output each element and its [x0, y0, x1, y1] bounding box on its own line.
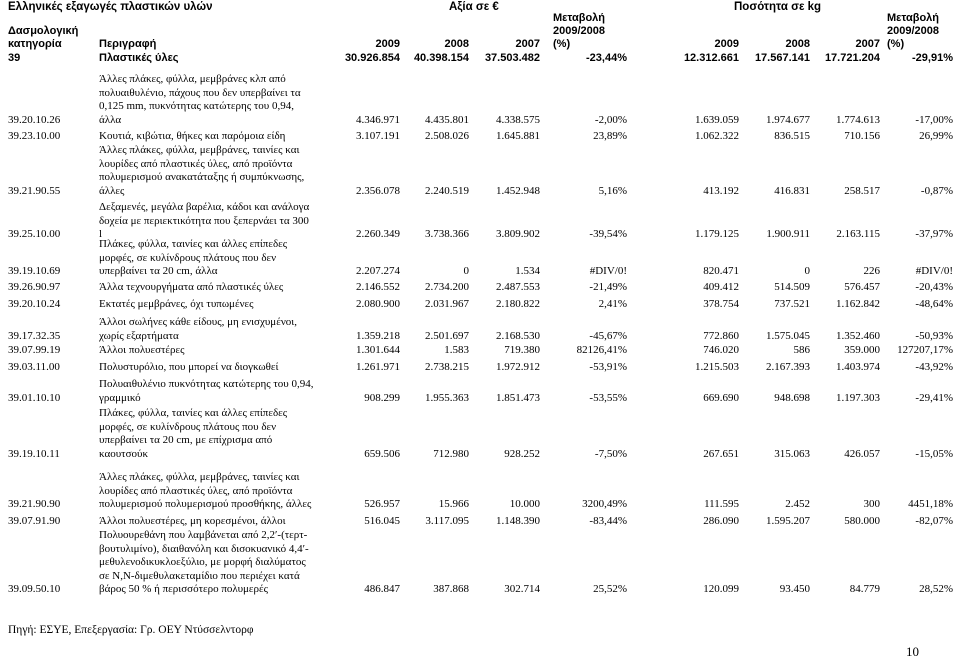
row-qty-2009: 267.651: [703, 447, 739, 460]
table-row: [0, 201, 960, 242]
header-value-2009: 2009: [375, 38, 400, 50]
total-value-2008: 40.398.154: [413, 52, 469, 64]
row-value-change: -83,44%: [589, 515, 627, 527]
row-qty-2008: 1.595.207: [766, 515, 810, 527]
row-value-change: -45,67%: [589, 329, 627, 342]
row-qty-2008: 948.698: [774, 391, 810, 404]
table-row: [0, 130, 960, 144]
row-description: Κουτιά, κιβώτια, θήκες και παρόμοια είδη: [99, 130, 286, 142]
row-code: 39.09.50.10: [8, 583, 61, 596]
row-value-2009: 526.957: [364, 498, 400, 511]
row-value-2009: 516.045: [364, 515, 400, 527]
row-value-change: 25,52%: [593, 583, 627, 596]
row-qty-2008: 1.974.677: [766, 113, 810, 126]
row-value-2008: 3.117.095: [425, 515, 469, 527]
row-qty-2008: 2.167.393: [766, 361, 810, 373]
row-value-2008: 2.031.967: [425, 298, 469, 310]
row-code: 39.19.10.11: [8, 447, 60, 460]
row-value-2007: 2.180.822: [496, 298, 540, 310]
row-description: Πλάκες, φύλλα, ταινίες και άλλες επίπεδες μορφές, σε κυλίνδρους πλάτους που δεν υπερβαίνει τα 20 cm, άλλα: [99, 238, 288, 278]
row-qty-2008: 1.575.045: [766, 329, 810, 342]
row-value-2007: 719.380: [504, 344, 540, 356]
total-value-2009: 30.926.854: [344, 52, 400, 64]
total-qty-2007: 17.721.204: [824, 52, 880, 64]
header-description: Περιγραφή: [99, 38, 157, 50]
row-qty-change: -29,41%: [915, 391, 953, 404]
row-code: 39.17.32.35: [8, 329, 61, 342]
row-qty-2008: 737.521: [774, 298, 810, 310]
quantity-group-header: Ποσότητα σε kg: [734, 1, 822, 13]
total-row: [0, 52, 960, 66]
row-value-change: 82126,41%: [576, 344, 627, 356]
header-qty-change-line1: Μεταβολή: [887, 12, 940, 24]
header-qty-change-line2: 2009/2008: [887, 25, 939, 37]
table-row: [0, 529, 960, 597]
row-code: 39.21.90.55: [8, 184, 61, 197]
row-qty-change: 26,99%: [919, 130, 953, 142]
row-value-2007: 2.168.530: [496, 329, 540, 342]
row-value-change: -7,50%: [594, 447, 627, 460]
row-qty-change: -20,43%: [915, 281, 953, 293]
row-value-2009: 2.356.078: [356, 184, 400, 197]
row-value-2008: 3.738.366: [425, 228, 469, 241]
row-qty-2009: 1.062.322: [695, 130, 739, 142]
table-row: [0, 407, 960, 461]
table-row: [0, 361, 960, 375]
row-qty-change: -15,05%: [915, 447, 953, 460]
row-value-2007: 1.851.473: [496, 391, 540, 404]
row-qty-2008: 93.450: [779, 583, 810, 596]
row-value-2008: 2.240.519: [425, 184, 469, 197]
row-code: 39.03.11.00: [8, 361, 60, 373]
row-value-2009: 1.261.971: [356, 361, 400, 373]
row-qty-2009: 378.754: [703, 298, 739, 310]
row-qty-2009: 772.860: [703, 329, 739, 342]
row-description: Άλλοι πολυεστέρες, μη κορεσμένοι, άλλοι: [99, 515, 286, 527]
row-value-2007: 2.487.553: [496, 281, 540, 293]
document-title: Ελληνικές εξαγωγές πλαστικών υλών: [8, 1, 213, 13]
row-value-2008: 15.966: [438, 498, 469, 511]
total-qty-2008: 17.567.141: [754, 52, 810, 64]
row-value-2007: 1.534: [515, 265, 540, 278]
row-qty-change: -50,93%: [915, 329, 953, 342]
row-code: 39.07.91.90: [8, 515, 61, 527]
row-value-2008: 4.435.801: [425, 113, 469, 126]
header-value-2008: 2008: [444, 38, 469, 50]
row-value-2009: 908.299: [364, 391, 400, 404]
row-qty-change: -17,00%: [915, 113, 953, 126]
row-description: Πολυουρεθάνη που λαμβάνεται από 2,2′-(τερτ- βουτυλιμίνο), διαιθανόλη και δισοκυανικό 4,4′- μεθυλενοδικυκλοεξύλιο, με μορφή διαλύματος σε N,N-διμεθυλακεταμίδιο που περιέχει κατά βάρος 50 % ή περισσότερο πολυμερές: [99, 529, 309, 596]
row-qty-2007: 1.162.842: [836, 298, 880, 310]
header-qty-2008: 2008: [785, 38, 810, 50]
row-qty-2008: 315.063: [774, 447, 810, 460]
row-qty-2008: 1.900.911: [766, 228, 810, 241]
row-qty-change: #DIV/0!: [915, 265, 953, 278]
row-value-2009: 659.506: [364, 447, 400, 460]
row-value-change: -21,49%: [589, 281, 627, 293]
row-description: Εκτατές μεμβράνες, όχι τυπωμένες: [99, 298, 254, 310]
row-qty-2007: 1.352.460: [836, 329, 880, 342]
row-value-2008: 1.955.363: [425, 391, 469, 404]
row-value-2007: 1.645.881: [496, 130, 540, 142]
row-code: 39.21.90.90: [8, 498, 61, 511]
row-value-2007: 10.000: [509, 498, 540, 511]
header-qty-2007: 2007: [855, 38, 880, 50]
row-qty-2009: 746.020: [703, 344, 739, 356]
row-value-2008: 2.734.200: [425, 281, 469, 293]
row-qty-change: 127207,17%: [897, 344, 953, 356]
page-number: 10: [906, 644, 919, 659]
row-qty-2008: 416.831: [774, 184, 810, 197]
row-qty-2009: 111.595: [704, 498, 739, 511]
row-value-2009: 1.359.218: [356, 329, 400, 342]
row-description: Πολυαιθυλένιο πυκνότητας κατώτερης του 0,94, γραμμικό: [99, 378, 314, 404]
row-qty-2007: 580.000: [844, 515, 880, 527]
row-qty-2007: 359.000: [844, 344, 880, 356]
row-qty-change: 28,52%: [919, 583, 953, 596]
row-qty-2008: 514.509: [774, 281, 810, 293]
row-code: 39.01.10.10: [8, 391, 61, 404]
row-code: 39.26.90.97: [8, 281, 61, 293]
header-value-change-line2: 2009/2008: [553, 25, 605, 37]
row-qty-2008: 836.515: [774, 130, 810, 142]
row-code: 39.23.10.00: [8, 130, 61, 142]
row-code: 39.19.10.69: [8, 265, 61, 278]
row-value-2008: 2.738.215: [425, 361, 469, 373]
row-description: Άλλες πλάκες, φύλλα, μεμβράνες κλπ από πολυαιθυλένιο, πάχους που δεν υπερβαίνει τα 0,125 mm, πυκνότητας κατώτερης του 0,94, άλλα: [99, 73, 301, 126]
row-qty-2007: 84.779: [849, 583, 880, 596]
row-value-2007: 1.452.948: [496, 184, 540, 197]
row-description: Πολυστυρόλιο, που μπορεί να διογκωθεί: [99, 361, 279, 373]
row-qty-2007: 426.057: [844, 447, 880, 460]
row-value-change: 2,41%: [598, 298, 627, 310]
row-qty-2009: 286.090: [703, 515, 739, 527]
row-value-2008: 0: [463, 265, 469, 278]
row-qty-2007: 576.457: [844, 281, 880, 293]
row-qty-change: -37,97%: [915, 228, 953, 241]
row-code: 39.20.10.26: [8, 113, 61, 126]
row-code: 39.07.99.19: [8, 344, 61, 356]
row-qty-2007: 1.197.303: [836, 391, 880, 404]
row-value-2007: 4.338.575: [496, 113, 540, 126]
row-qty-change: -82,07%: [915, 515, 953, 527]
row-value-change: -39,54%: [589, 228, 627, 241]
header-code-line2: κατηγορία: [8, 38, 62, 50]
source-note: Πηγή: ΕΣΥΕ, Επεξεργασία: Γρ. ΟΕΥ Ντύσσελντορφ: [8, 624, 254, 636]
row-code: 39.25.10.00: [8, 228, 61, 241]
row-qty-change: 4451,18%: [908, 498, 953, 511]
row-value-change: -53,55%: [589, 391, 627, 404]
total-value-change: -23,44%: [586, 52, 627, 64]
row-value-change: 5,16%: [598, 184, 627, 197]
row-description: Άλλες πλάκες, φύλλα, μεμβράνες, ταινίες και λουρίδες από πλαστικές ύλες, από προϊόντα πολυμερισμού ανακατάταξης ή συμπύκνωσης, άλλες: [99, 144, 305, 197]
table-row: [0, 378, 960, 405]
header-code-line1: Δασμολογική: [8, 25, 79, 37]
row-qty-2007: 710.156: [844, 130, 880, 142]
total-qty-change: -29,91%: [912, 52, 953, 64]
row-qty-2008: 0: [804, 265, 810, 278]
value-group-header: Αξία σε €: [449, 1, 499, 13]
table-row: [0, 298, 960, 312]
row-qty-2009: 413.192: [703, 184, 739, 197]
row-value-2007: 302.714: [504, 583, 540, 596]
row-qty-2008: 586: [793, 344, 810, 356]
row-qty-2009: 409.412: [703, 281, 739, 293]
row-value-2007: 1.148.390: [496, 515, 540, 527]
row-value-2009: 2.146.552: [356, 281, 400, 293]
row-value-2009: 486.847: [364, 583, 400, 596]
row-description: Άλλοι σωλήνες κάθε είδους, μη ενισχυμένοι, χωρίς εξαρτήματα: [99, 316, 297, 342]
row-qty-2009: 669.690: [703, 391, 739, 404]
table-row: [0, 238, 960, 279]
row-value-change: 23,89%: [593, 130, 627, 142]
row-qty-2009: 1.215.503: [695, 361, 739, 373]
row-value-2007: 3.809.902: [496, 228, 540, 241]
table-row: [0, 144, 960, 198]
row-value-change: 3200,49%: [582, 498, 627, 511]
header-qty-2009: 2009: [714, 38, 739, 50]
row-description: Πλάκες, φύλλα, ταινίες και άλλες επίπεδες μορφές, σε κυλίνδρους πλάτους που δεν υπερβαίνει τα 20 cm, με επίχρισμα από καουτσούκ: [99, 407, 288, 460]
row-description: Άλλες πλάκες, φύλλα, μεμβράνες, ταινίες και λουρίδες από πλαστικές ύλες, από προϊόντα πολυμερισμού πολυμερισμού προσθήκης, άλλες: [99, 471, 312, 511]
row-qty-2007: 258.517: [844, 184, 880, 197]
total-qty-2009: 12.312.661: [683, 52, 739, 64]
row-value-2007: 1.972.912: [496, 361, 540, 373]
row-value-2008: 387.868: [433, 583, 469, 596]
table-row: [0, 344, 960, 358]
row-qty-2009: 1.639.059: [695, 113, 739, 126]
table-row: [0, 471, 960, 512]
header-value-change-line1: Μεταβολή: [553, 12, 606, 24]
table-row: [0, 316, 960, 343]
row-value-change: -2,00%: [594, 113, 627, 126]
header-value-2007: 2007: [515, 38, 540, 50]
row-value-2009: 3.107.191: [356, 130, 400, 142]
row-qty-2007: 1.403.974: [836, 361, 880, 373]
row-value-2009: 2.080.900: [356, 298, 400, 310]
row-qty-2009: 820.471: [703, 265, 739, 278]
row-qty-2007: 226: [863, 265, 880, 278]
row-qty-2007: 1.774.613: [836, 113, 880, 126]
row-value-2008: 1.583: [444, 344, 469, 356]
total-value-2007: 37.503.482: [484, 52, 540, 64]
row-qty-2007: 2.163.115: [836, 228, 880, 241]
row-value-2008: 2.508.026: [425, 130, 469, 142]
header-qty-change-line3: (%): [887, 38, 905, 50]
row-description: Άλλα τεχνουργήματα από πλαστικές ύλες: [99, 281, 284, 293]
row-value-2008: 712.980: [433, 447, 469, 460]
row-qty-2008: 2.452: [785, 498, 810, 511]
row-qty-change: -0,87%: [920, 184, 953, 197]
row-value-2007: 928.252: [504, 447, 540, 460]
row-qty-2009: 1.179.125: [695, 228, 739, 241]
total-description: Πλαστικές ύλες: [99, 52, 179, 64]
row-value-2009: 2.207.274: [356, 265, 400, 278]
table-row: [0, 515, 960, 529]
row-value-change: -53,91%: [589, 361, 627, 373]
row-value-2009: 4.346.971: [356, 113, 400, 126]
row-qty-2007: 300: [863, 498, 880, 511]
row-qty-change: -48,64%: [915, 298, 953, 310]
row-description: Άλλοι πολυεστέρες: [99, 344, 185, 356]
total-code: 39: [8, 52, 21, 64]
table-row: [0, 281, 960, 295]
table-row: [0, 73, 960, 127]
row-value-2009: 1.301.644: [356, 344, 400, 356]
row-value-2008: 2.501.697: [425, 329, 469, 342]
row-value-2009: 2.260.349: [356, 228, 400, 241]
row-value-change: #DIV/0!: [589, 265, 627, 278]
header-value-change-line3: (%): [553, 38, 571, 50]
row-qty-change: -43,92%: [915, 361, 953, 373]
row-qty-2009: 120.099: [703, 583, 739, 596]
row-code: 39.20.10.24: [8, 298, 61, 310]
row-description: Δεξαμενές, μεγάλα βαρέλια, κάδοι και ανάλογα δοχεία με περιεκτικότητα που ξεπερνάει τα 300 l: [99, 201, 310, 241]
